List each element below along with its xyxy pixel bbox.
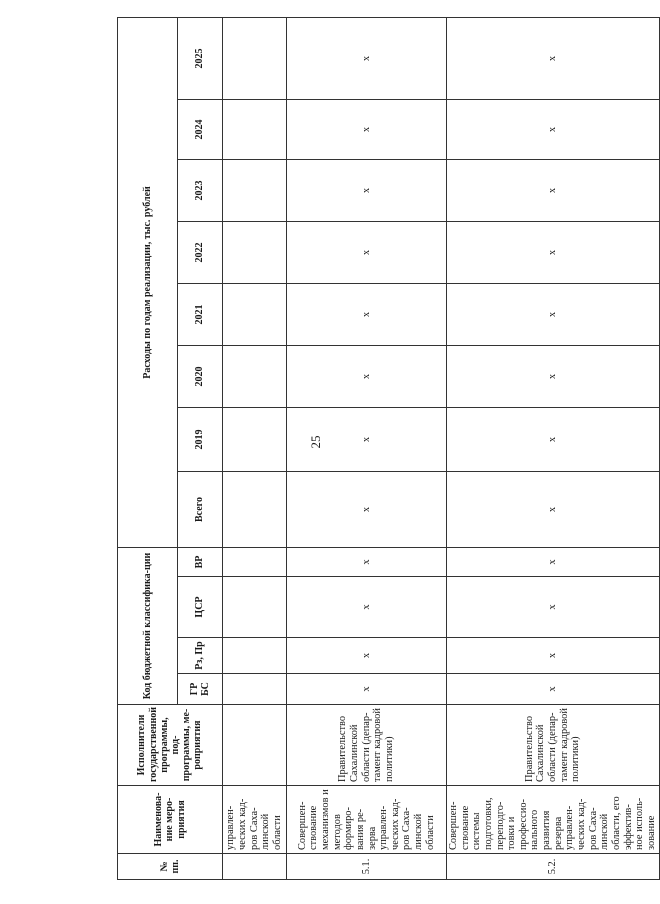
col-num-header: № пп. <box>118 854 223 880</box>
value-cell <box>223 160 287 222</box>
table-row <box>223 17 287 879</box>
row-name-cell: Совершен-ствование механизмов и методов формиро-вания ре-зерва управлен-ческих кад-ров Саха-линской области <box>287 786 447 854</box>
value-cell: х <box>287 284 447 346</box>
code-cell: х <box>447 638 660 674</box>
value-cell: х <box>447 17 660 99</box>
value-cell: х <box>287 408 447 472</box>
table-row <box>287 17 447 879</box>
page-number: 25 <box>308 435 323 449</box>
code-cell: х <box>447 548 660 577</box>
code-cell: х <box>287 548 447 577</box>
budget-code-group-header: Код бюджетной классифика-ции <box>118 548 178 705</box>
value-cell: х <box>447 408 660 472</box>
code-cell: х <box>287 638 447 674</box>
col-year-header: 2019 <box>178 408 223 472</box>
value-cell: х <box>447 284 660 346</box>
col-rzpr-header: Рз, Пр <box>178 638 223 674</box>
code-cell: х <box>447 674 660 705</box>
value-cell <box>223 472 287 548</box>
row-num-cell: 5.2. <box>447 854 660 880</box>
budget-table <box>117 17 660 880</box>
col-year-header: 2023 <box>178 160 223 222</box>
row-name-cell: Совершен-ствование системы подготовки, переподго-товки и профессио-нального развития резерва управлен-ческих кад-ров Саха-линской области, его эффектив-ное исполь-зование <box>447 786 660 854</box>
value-cell: х <box>287 160 447 222</box>
code-cell <box>223 638 287 674</box>
code-cell <box>223 548 287 577</box>
value-cell: х <box>447 346 660 408</box>
value-cell: х <box>447 472 660 548</box>
value-cell <box>223 17 287 99</box>
col-grbs-header: ГР БС <box>178 674 223 705</box>
row-exec-cell: Правительство Сахалинской области (депар-тамент кадровой политики) <box>287 705 447 786</box>
col-total-header: Всего <box>178 472 223 548</box>
value-cell <box>223 408 287 472</box>
row-num-cell <box>223 854 287 880</box>
col-exec-header: Исполнители государственной программы, под-программы, ме-роприятия <box>118 705 223 786</box>
header-row-1 <box>118 17 178 879</box>
col-year-header: 2022 <box>178 222 223 284</box>
code-cell <box>223 674 287 705</box>
value-cell: х <box>287 472 447 548</box>
value-cell: х <box>447 100 660 160</box>
value-cell: х <box>287 17 447 99</box>
col-year-header: 2025 <box>178 17 223 99</box>
code-cell <box>223 577 287 638</box>
value-cell: х <box>447 222 660 284</box>
row-num-cell: 5.1. <box>287 854 447 880</box>
rotated-table-wrapper <box>117 18 657 880</box>
value-cell <box>223 284 287 346</box>
col-year-header: 2020 <box>178 346 223 408</box>
col-csr-header: ЦСР <box>178 577 223 638</box>
value-cell: х <box>447 160 660 222</box>
value-cell <box>223 100 287 160</box>
code-cell: х <box>287 674 447 705</box>
value-cell: х <box>287 346 447 408</box>
table-row <box>447 17 660 879</box>
value-cell: х <box>287 222 447 284</box>
col-year-header: 2021 <box>178 284 223 346</box>
row-exec-cell <box>223 705 287 786</box>
col-vr-header: ВР <box>178 548 223 577</box>
row-name-cell: управлен-ческих кад-ров Саха-линской области <box>223 786 287 854</box>
code-cell: х <box>287 577 447 638</box>
row-exec-cell: Правительство Сахалинской области (депар-тамент кадровой политики) <box>447 705 660 786</box>
col-name-header: Наименова-ние меро-приятия <box>118 786 223 854</box>
value-cell <box>223 346 287 408</box>
code-cell: х <box>447 577 660 638</box>
value-cell: х <box>287 100 447 160</box>
col-year-header: 2024 <box>178 100 223 160</box>
value-cell <box>223 222 287 284</box>
expenses-group-header: Расходы по годам реализации, тыс. рублей <box>118 17 178 547</box>
